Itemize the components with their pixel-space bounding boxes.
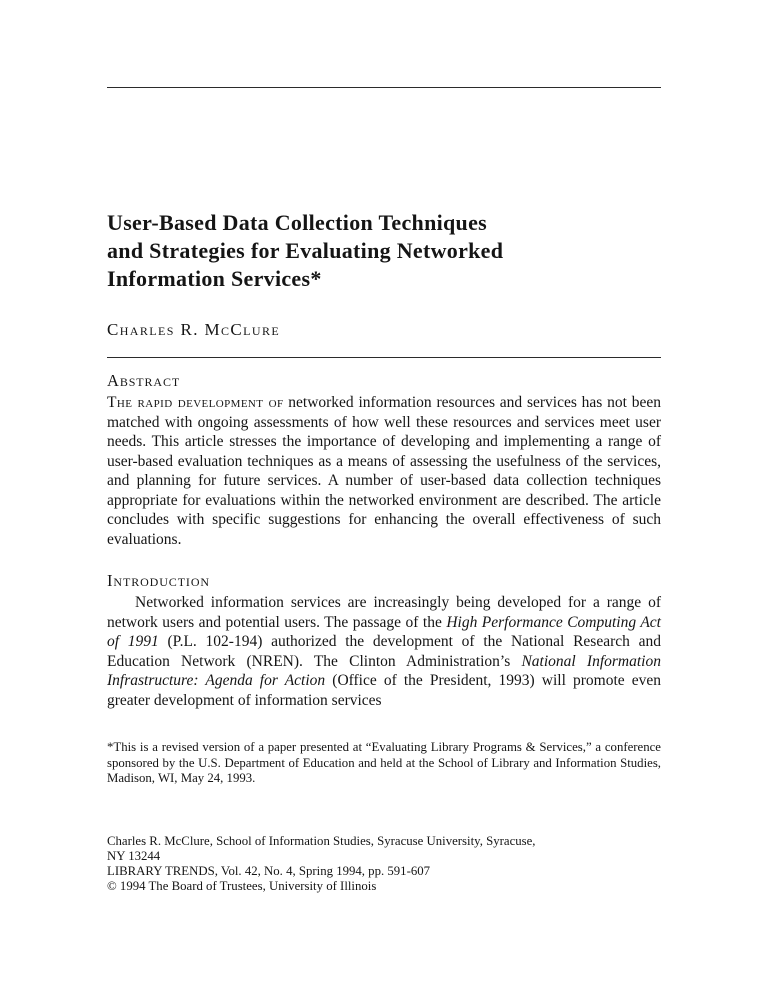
abstract-body: networked information resources and services has not been matched with ongoing assessments of how well these resources and services meet user needs. This article stresses the importance of developing and implementing a range of user-based evaluation techniques as a means of assessing the usefulness of the services, and planning for future services. A number of user-based data collection techniques appropriate for evaluations within the networked environment are described. The article concludes with specific suggestions for enhancing the overall effectiveness of such evaluations. (107, 394, 661, 548)
abstract-text (107, 393, 661, 549)
introduction-agenda-title-italic: National Information Infrastructure: Agenda for Action (107, 652, 661, 689)
article-title-line-3: Information Services* (107, 266, 322, 291)
affiliation-line-1: Charles R. McClure, School of Information Studies, Syracuse University, Syracuse, (107, 833, 536, 848)
footnote: *This is a revised version of a paper presented at “Evaluating Library Programs & Services,” a conference sponsored by the U.S. Department of Education and held at the School of Library and Information Studies, Madison, WI, May 24, 1993. (107, 740, 661, 785)
article-title-line-2: and Strategies for Evaluating Networked (107, 238, 504, 263)
journal-citation: LIBRARY TRENDS, Vol. 42, No. 4, Spring 1994, pp. 591-607 (107, 863, 431, 878)
introduction-text (107, 593, 661, 710)
abstract-section (107, 371, 661, 549)
article-title (107, 209, 661, 293)
introduction-act-title-italic: High Performance Computing Act of 1991 (107, 613, 661, 650)
author-name: Charles R. McClure (107, 320, 281, 339)
affiliation-line-2: NY 13244 (107, 848, 161, 863)
introduction-seg5: (Office of the President, 1993) will promote even greater development of information services (107, 672, 661, 709)
introduction-heading: Introduction (107, 571, 210, 590)
article-title-line-1: User-Based Data Collection Techniques (107, 210, 488, 235)
footer-block (107, 834, 661, 894)
introduction-seg1: Networked information services are increasingly being developed for a range of network users and potential users. The passage of the (107, 594, 661, 631)
abstract-heading: Abstract (107, 371, 181, 390)
top-rule (107, 87, 661, 88)
introduction-seg3: (P.L. 102-194) authorized the development of the National Research and Education Network (NREN). The Clinton Administration’s (107, 633, 661, 670)
copyright-notice: © 1994 The Board of Trustees, University of Illinois (107, 878, 377, 893)
introduction-section (107, 571, 661, 710)
author-rule (107, 357, 661, 358)
abstract-lead-smallcaps: The rapid development of (107, 394, 284, 411)
